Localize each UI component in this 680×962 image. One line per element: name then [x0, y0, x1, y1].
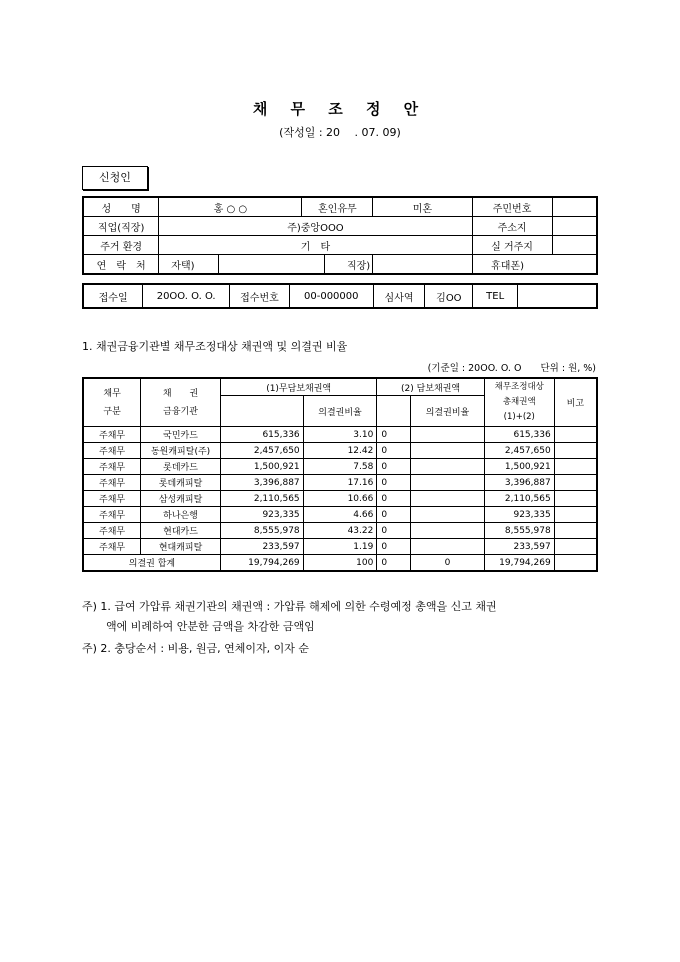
sum-remarks	[554, 555, 597, 572]
cell-secured-ratio	[411, 491, 485, 507]
name-label: 성 명	[83, 197, 159, 217]
cell-secured-ratio	[411, 523, 485, 539]
info-row-residence	[83, 236, 597, 255]
cell-remarks	[554, 475, 597, 491]
sum-ratio: 100	[303, 555, 377, 572]
cell-secured-ratio	[411, 539, 485, 555]
sum-secured-ratio: 0	[411, 555, 485, 572]
work-phone-value	[373, 255, 472, 275]
table-row	[83, 459, 597, 475]
cell-vote-ratio: 17.16	[303, 475, 377, 491]
cell-secured-amount: 0	[377, 539, 411, 555]
table-row	[83, 427, 597, 443]
cell-vote-ratio: 3.10	[303, 427, 377, 443]
cell-remarks	[554, 443, 597, 459]
note-2: 주) 2. 충당순서 : 비용, 원금, 연체이자, 이자 순	[82, 642, 309, 655]
creditor-table	[82, 377, 598, 572]
cell-debt-type: 주채무	[83, 475, 141, 491]
rrn-value	[552, 197, 597, 217]
contact-label: 연 락 처	[83, 255, 159, 275]
job-label: 직업(직장)	[83, 217, 159, 236]
document-date: (작성일 : 20 . 07. 09)	[279, 126, 401, 139]
rrn-label: 주민번호	[472, 197, 552, 217]
info-row-contact	[83, 255, 597, 275]
tel-value	[518, 284, 597, 308]
residence-value: 기 타	[159, 236, 472, 255]
note-1: 주) 1. 급여 가압류 채권기관의 채권액 : 가압류 해제에 의한 수령예정 총액을 신고 채권	[82, 600, 497, 613]
cell-total-amount: 233,597	[484, 539, 554, 555]
cell-unsecured-amount: 1,500,921	[220, 459, 303, 475]
cell-unsecured-amount: 2,457,650	[220, 443, 303, 459]
header-remarks: 비고	[554, 378, 597, 427]
section-heading: 1. 채권금융기관별 채무조정대상 채권액 및 의결권 비율	[82, 340, 348, 353]
cell-creditor: 현대카드	[141, 523, 221, 539]
cell-vote-ratio: 1.19	[303, 539, 377, 555]
cell-vote-ratio: 10.66	[303, 491, 377, 507]
sum-secured: 0	[377, 555, 411, 572]
header-debt-type: 채무 구분	[83, 378, 141, 427]
cell-remarks	[554, 523, 597, 539]
header-total: 채무조정대상 총채권액 (1)+(2)	[484, 378, 554, 427]
cell-remarks	[554, 459, 597, 475]
cell-creditor: 국민카드	[141, 427, 221, 443]
table-row	[83, 443, 597, 459]
cell-secured-ratio	[411, 443, 485, 459]
table-sum-row	[83, 555, 597, 572]
cell-secured-ratio	[411, 475, 485, 491]
receipt-date-label: 접수일	[83, 284, 143, 308]
header-secured-ratio: 의결권비율	[411, 396, 485, 427]
cell-total-amount: 2,110,565	[484, 491, 554, 507]
actual-address-label: 실 거주지	[472, 236, 552, 255]
address-value	[552, 217, 597, 236]
cell-unsecured-amount: 3,396,887	[220, 475, 303, 491]
reviewer-value: 김OO	[425, 284, 473, 308]
cell-creditor: 삼성캐피탈	[141, 491, 221, 507]
receipt-table	[82, 283, 598, 309]
cell-secured-ratio	[411, 507, 485, 523]
cell-remarks	[554, 491, 597, 507]
cell-debt-type: 주채무	[83, 459, 141, 475]
cell-vote-ratio: 7.58	[303, 459, 377, 475]
cell-secured-amount: 0	[377, 459, 411, 475]
cell-secured-amount: 0	[377, 475, 411, 491]
header-unsecured-ratio: 의결권비율	[303, 396, 377, 427]
home-phone-label: 자택)	[159, 255, 219, 275]
cell-vote-ratio: 4.66	[303, 507, 377, 523]
cell-total-amount: 615,336	[484, 427, 554, 443]
tel-label: TEL	[473, 284, 518, 308]
cell-debt-type: 주채무	[83, 491, 141, 507]
cell-remarks	[554, 427, 597, 443]
cell-debt-type: 주채무	[83, 539, 141, 555]
receipt-date-value: 20OO. O. O.	[143, 284, 230, 308]
note-1-continued: 액에 비례하여 안분한 금액을 차감한 금액임	[106, 620, 315, 633]
cell-creditor: 롯데캐피탈	[141, 475, 221, 491]
receipt-number-label: 접수번호	[230, 284, 290, 308]
cell-secured-ratio	[411, 427, 485, 443]
header-secured-amount	[377, 396, 411, 427]
cell-total-amount: 923,335	[484, 507, 554, 523]
cell-secured-amount: 0	[377, 427, 411, 443]
cell-unsecured-amount: 2,110,565	[220, 491, 303, 507]
cell-remarks	[554, 539, 597, 555]
info-row-job	[83, 217, 597, 236]
cell-creditor: 동원캐피탈(주)	[141, 443, 221, 459]
cell-remarks	[554, 507, 597, 523]
cell-total-amount: 3,396,887	[484, 475, 554, 491]
receipt-number-value: 00-000000	[289, 284, 373, 308]
header-secured: (2) 담보채권액	[377, 378, 485, 396]
cell-total-amount: 8,555,978	[484, 523, 554, 539]
cell-debt-type: 주채무	[83, 523, 141, 539]
cell-unsecured-amount: 8,555,978	[220, 523, 303, 539]
cell-debt-type: 주채무	[83, 443, 141, 459]
table-row	[83, 539, 597, 555]
table-row	[83, 507, 597, 523]
header-creditor: 채 권 금융기관	[141, 378, 221, 427]
cell-debt-type: 주채무	[83, 507, 141, 523]
cell-vote-ratio: 12.42	[303, 443, 377, 459]
residence-label: 주거 환경	[83, 236, 159, 255]
mobile-label: 휴대폰)	[472, 255, 597, 275]
cell-creditor: 현대캐피탈	[141, 539, 221, 555]
cell-unsecured-amount: 923,335	[220, 507, 303, 523]
document-title: 채 무 조 정 안	[252, 100, 428, 118]
sum-unsecured: 19,794,269	[220, 555, 303, 572]
receipt-row	[83, 284, 597, 308]
cell-total-amount: 1,500,921	[484, 459, 554, 475]
cell-unsecured-amount: 233,597	[220, 539, 303, 555]
marital-value: 미혼	[373, 197, 472, 217]
cell-unsecured-amount: 615,336	[220, 427, 303, 443]
home-phone-value	[219, 255, 325, 275]
table-header-row	[83, 378, 597, 396]
info-row-name	[83, 197, 597, 217]
cell-debt-type: 주채무	[83, 427, 141, 443]
cell-secured-amount: 0	[377, 443, 411, 459]
table-row	[83, 523, 597, 539]
sum-total: 19,794,269	[484, 555, 554, 572]
name-value: 홍 ○ ○	[159, 197, 302, 217]
reviewer-label: 심사역	[373, 284, 425, 308]
applicant-label: 신청인	[82, 166, 148, 190]
cell-secured-amount: 0	[377, 523, 411, 539]
cell-secured-amount: 0	[377, 491, 411, 507]
header-unsecured-amount	[220, 396, 303, 427]
address-label: 주소지	[472, 217, 552, 236]
cell-vote-ratio: 43.22	[303, 523, 377, 539]
cell-total-amount: 2,457,650	[484, 443, 554, 459]
header-unsecured: (1)무담보채권액	[220, 378, 376, 396]
basis-date: (기준일 : 20OO. O. O 단위 : 원, %)	[427, 363, 596, 374]
cell-creditor: 롯데카드	[141, 459, 221, 475]
cell-secured-amount: 0	[377, 507, 411, 523]
sum-label: 의결권 합계	[83, 555, 220, 572]
cell-secured-ratio	[411, 459, 485, 475]
table-row	[83, 475, 597, 491]
table-body	[83, 427, 597, 555]
work-phone-label: 직장)	[325, 255, 373, 275]
marital-label: 혼인유무	[302, 197, 373, 217]
actual-address-value	[552, 236, 597, 255]
table-row	[83, 491, 597, 507]
applicant-info-table	[82, 196, 598, 275]
cell-creditor: 하나은행	[141, 507, 221, 523]
job-value: 주)중앙OOO	[159, 217, 472, 236]
